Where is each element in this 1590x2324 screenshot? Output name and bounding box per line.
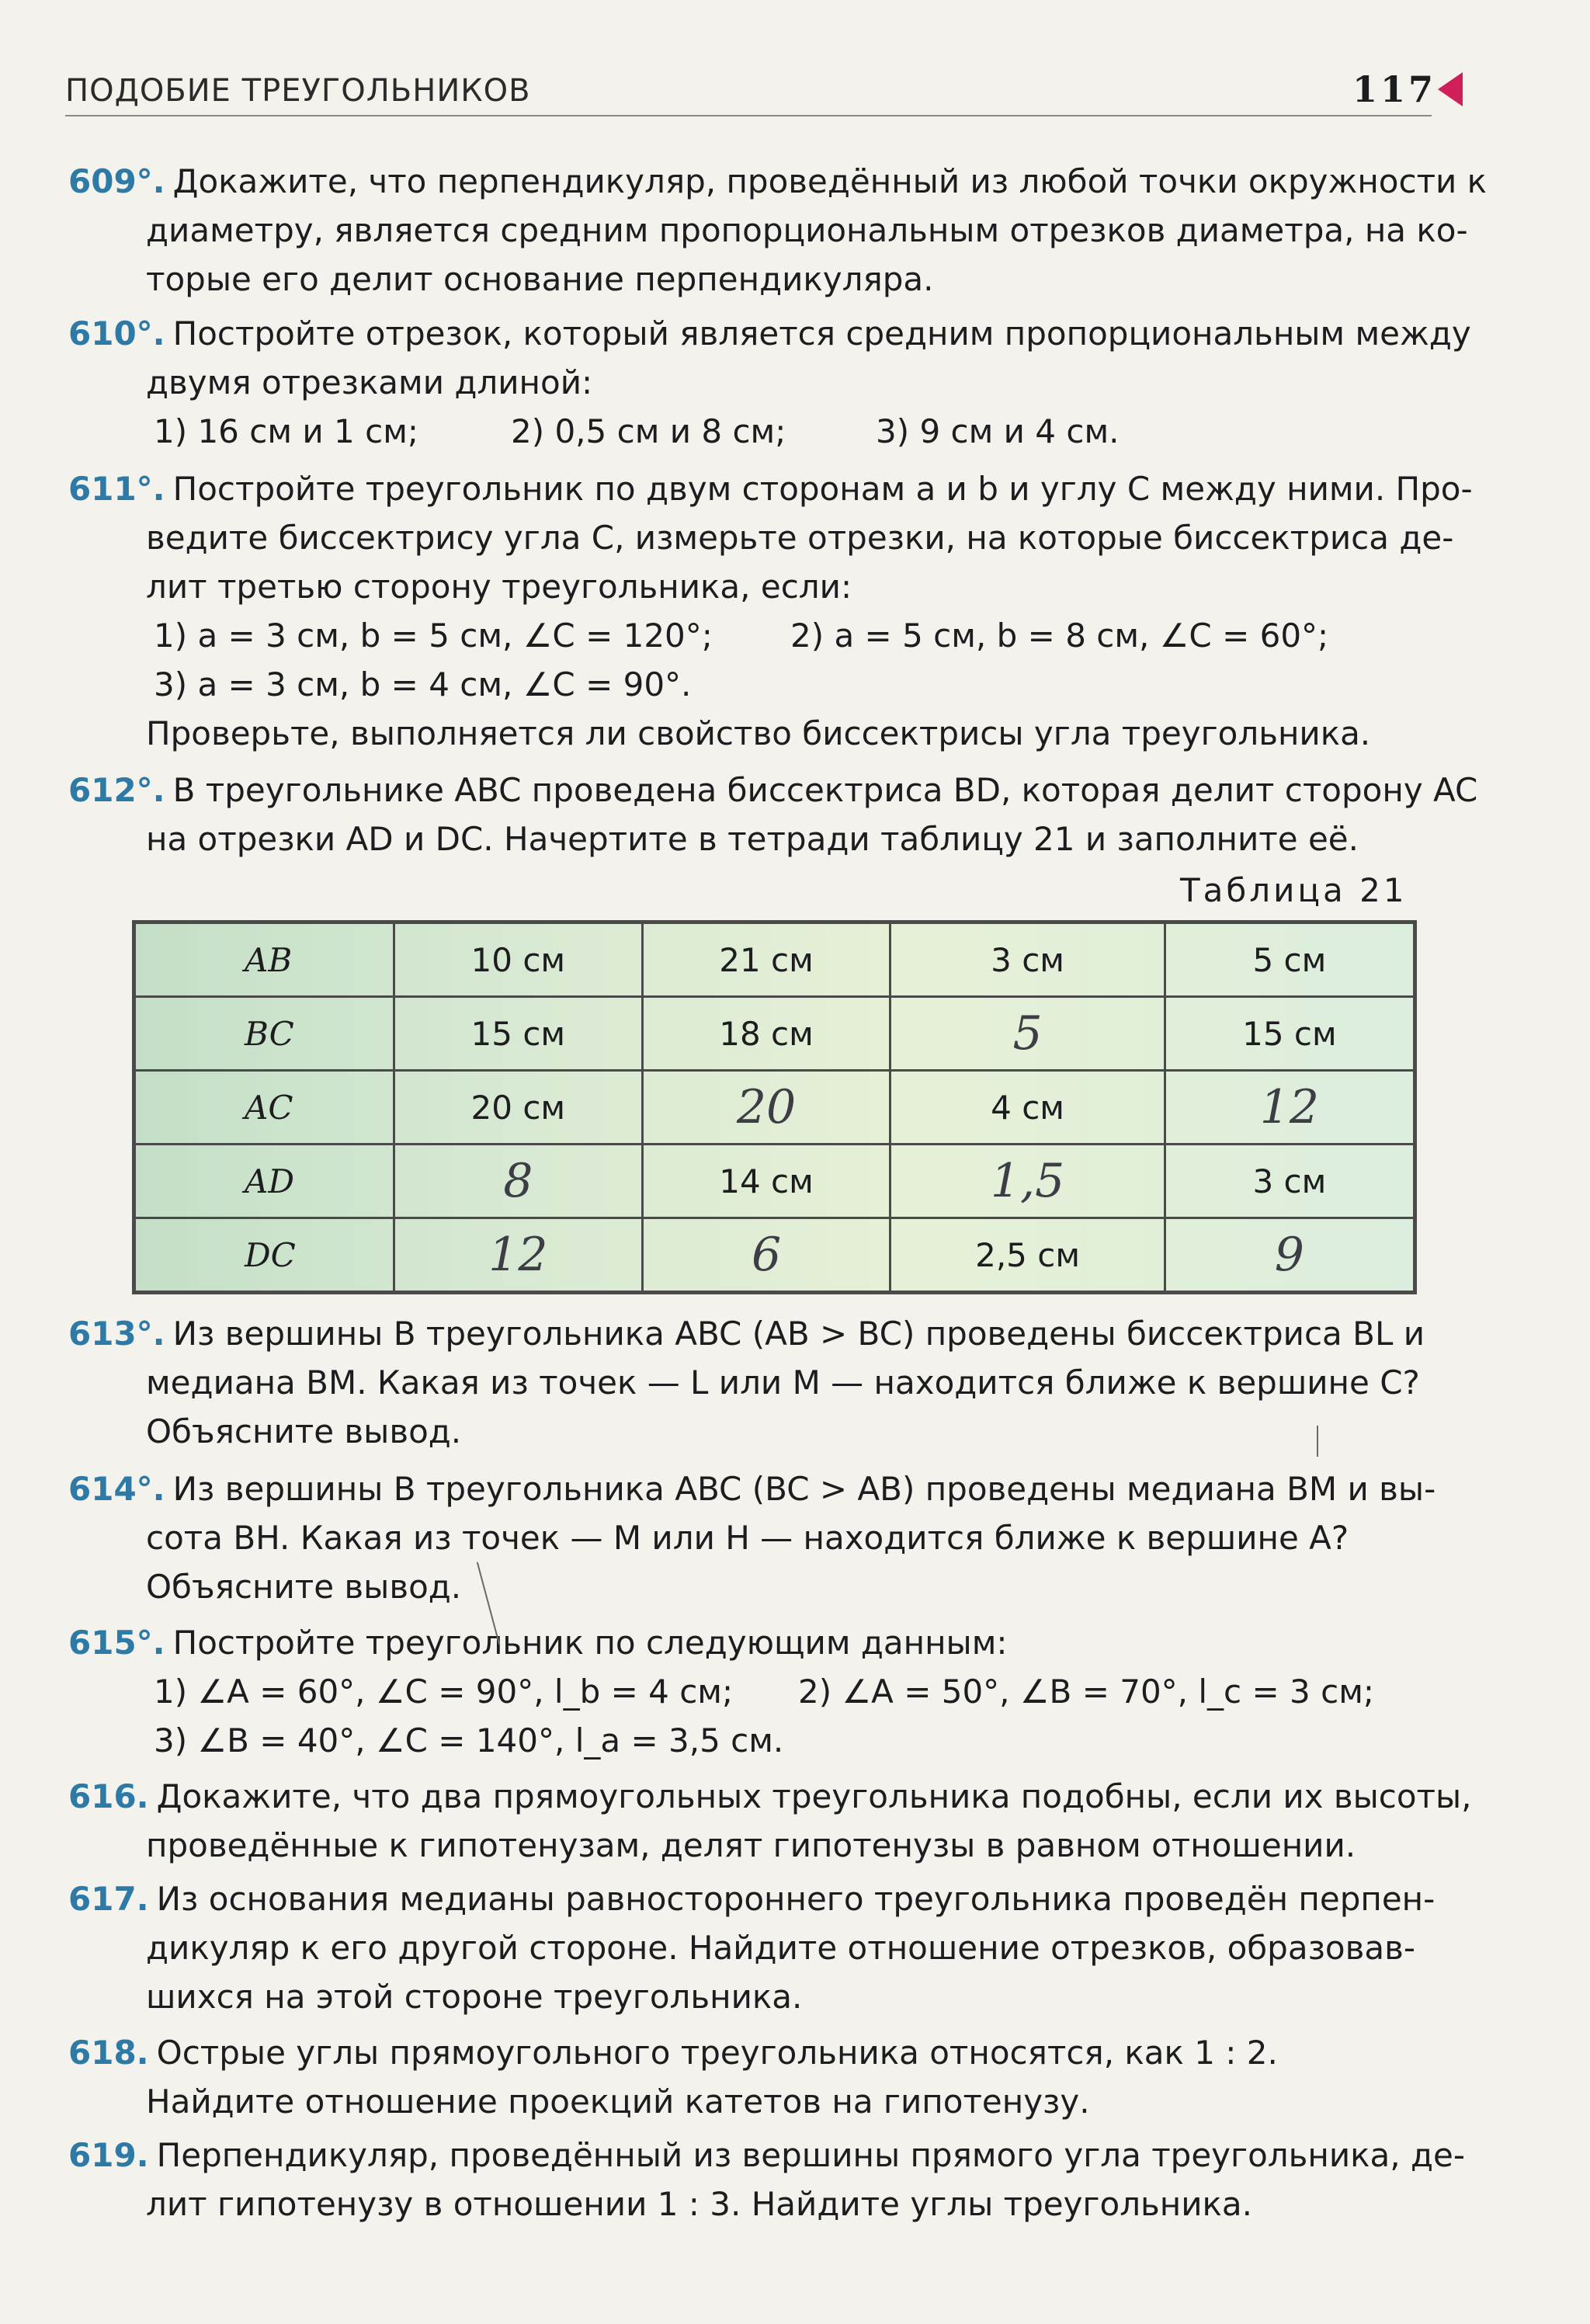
problem-text: ведите биссектрису угла C, измерьте отрезки, на которые биссектриса де- [146,519,1454,557]
table-cell: 14 см [642,1145,890,1218]
problem-text: лит гипотенузу в отношении 1 : 3. Найдите углы треугольника. [146,2185,1253,2223]
item: 1) a = 3 см, b = 5 см, ∠C = 120°; [154,617,713,655]
item: 2) a = 5 см, b = 8 см, ∠C = 60°; [790,617,1329,655]
answer-items [68,1716,1466,1765]
handwritten-cell: 1,5 [890,1145,1165,1218]
problem-text: Постройте треугольник по двум сторонам a и b и углу C между ними. Про- [172,470,1473,508]
table-cell: 3 см [1165,1145,1415,1218]
page-number: 117 [1352,68,1463,110]
problem-615 [68,1618,1466,1765]
table-row [134,1145,1415,1218]
row-header: DC [134,1218,394,1293]
handwritten-cell: 20 [642,1071,890,1145]
item: 1) 16 см и 1 см; [154,412,419,450]
problem-610 [68,309,1471,456]
problem-text: Постройте треугольник по следующим данным: [172,1624,1008,1662]
item: 3) a = 3 см, b = 4 см, ∠C = 90°. [154,665,692,703]
item: 2) ∠A = 50°, ∠B = 70°, l_c = 3 см; [798,1673,1375,1711]
table-row [134,1071,1415,1145]
table-cell: 15 см [394,997,643,1071]
problem-note: Проверьте, выполняется ли свойство биссектрисы угла треугольника. [146,714,1371,752]
item: 3) 9 см и 4 см. [876,412,1120,450]
problem-text: Докажите, что перпендикуляр, проведённый из любой точки окружности к [172,162,1488,200]
problem-text: Из основания медианы равностороннего треугольника проведён перпен- [156,1880,1436,1918]
table-cell: 4 см [890,1071,1165,1145]
handwritten-cell: 6 [642,1218,890,1293]
problem-number: 609°. [68,162,165,200]
problem-618 [68,2028,1466,2126]
handwritten-cell: 8 [394,1145,643,1218]
problem-text: шихся на этой стороне треугольника. [146,1978,803,2016]
problem-614 [68,1464,1466,1611]
page-header [65,68,1463,115]
problem-number: 610°. [68,314,165,353]
problem-619 [68,2131,1466,2228]
problem-text: двумя отрезками длиной: [146,363,593,401]
problem-613 [68,1309,1466,1456]
problem-number: 612°. [68,771,165,809]
item: 3) ∠B = 40°, ∠C = 140°, l_a = 3,5 см. [154,1721,784,1760]
problem-number: 618. [68,2034,149,2072]
table-cell: 5 см [1165,922,1415,997]
problem-617 [68,1874,1466,2021]
item: 1) ∠A = 60°, ∠C = 90°, l_b = 4 см; [154,1673,734,1711]
problem-text: В треугольнике ABC проведена биссектриса BD, которая делит сторону AC [172,771,1478,809]
row-header: AD [134,1145,394,1218]
problem-text: Из вершины B треугольника ABC (AB > BC) проведены биссектриса BL и [172,1315,1425,1353]
problem-609 [68,157,1488,304]
answer-items [68,611,1466,660]
table-row [134,1218,1415,1293]
section-title: ПОДОБИЕ ТРЕУГОЛЬНИКОВ [65,73,531,109]
problem-text: Острые углы прямоугольного треугольника относятся, как 1 : 2. [156,2034,1278,2072]
table-row [134,997,1415,1071]
header-rule [65,115,1432,116]
handwritten-cell: 12 [1165,1071,1415,1145]
answer-items [68,1667,1466,1716]
problem-text: торые его делит основание перпендикуляра. [146,260,934,298]
table-cell: 3 см [890,922,1165,997]
answer-items [68,660,1466,709]
problem-text: медиана BM. Какая из точек — L или M — находится ближе к вершине C? [146,1363,1420,1402]
row-header: BC [134,997,394,1071]
row-header: AC [134,1071,394,1145]
problem-616 [68,1772,1472,1870]
problem-text: Объясните вывод. [146,1412,462,1450]
table-caption: Таблица 21 [1180,871,1408,909]
problem-text: на отрезки AD и DC. Начертите в тетради таблицу 21 и заполните её. [146,820,1359,858]
problem-number: 615°. [68,1624,165,1662]
handwritten-cell: 12 [394,1218,643,1293]
row-header: AB [134,922,394,997]
problem-number: 619. [68,2136,149,2174]
bisector-table [132,920,1417,1294]
problem-text: Перпендикуляр, проведённый из вершины прямого угла треугольника, де- [156,2136,1465,2174]
problem-text: проведённые к гипотенузам, делят гипотенузы в равном отношении. [146,1826,1356,1864]
problem-612 [68,766,1478,863]
handwritten-cell: 9 [1165,1218,1415,1293]
problem-text: Докажите, что два прямоугольных треугольника подобны, если их высоты, [156,1777,1472,1815]
table-cell: 15 см [1165,997,1415,1071]
problem-611 [68,464,1473,758]
problem-number: 617. [68,1880,149,1918]
table-cell: 21 см [642,922,890,997]
table-cell: 18 см [642,997,890,1071]
answer-items [68,407,1466,456]
problem-text: дикуляр к его другой стороне. Найдите отношение отрезков, образовав- [146,1929,1416,1967]
problem-text: Постройте отрезок, который является средним пропорциональным между [172,314,1471,353]
problem-number: 613°. [68,1315,165,1353]
problem-text: лит третью сторону треугольника, если: [146,568,852,606]
page-marker-icon [1438,72,1463,106]
problem-number: 611°. [68,470,165,508]
table-cell: 20 см [394,1071,643,1145]
table-row [134,922,1415,997]
table-cell: 10 см [394,922,643,997]
table-cell: 2,5 см [890,1218,1165,1293]
problem-text: Объясните вывод. [146,1568,462,1606]
item: 2) 0,5 см и 8 см; [511,412,786,450]
problem-number: 616. [68,1777,149,1815]
problem-text: сота BH. Какая из точек — M или H — находится ближе к вершине A? [146,1519,1349,1557]
handwritten-cell: 5 [890,997,1165,1071]
problem-number: 614°. [68,1470,165,1508]
problem-text: Из вершины B треугольника ABC (BC > AB) проведены медиана BM и вы- [172,1470,1436,1508]
pencil-mark [1317,1426,1318,1457]
problem-text: Найдите отношение проекций катетов на гипотенузу. [146,2083,1090,2121]
problem-text: диаметру, является средним пропорциональным отрезков диаметра, на ко- [146,211,1468,249]
